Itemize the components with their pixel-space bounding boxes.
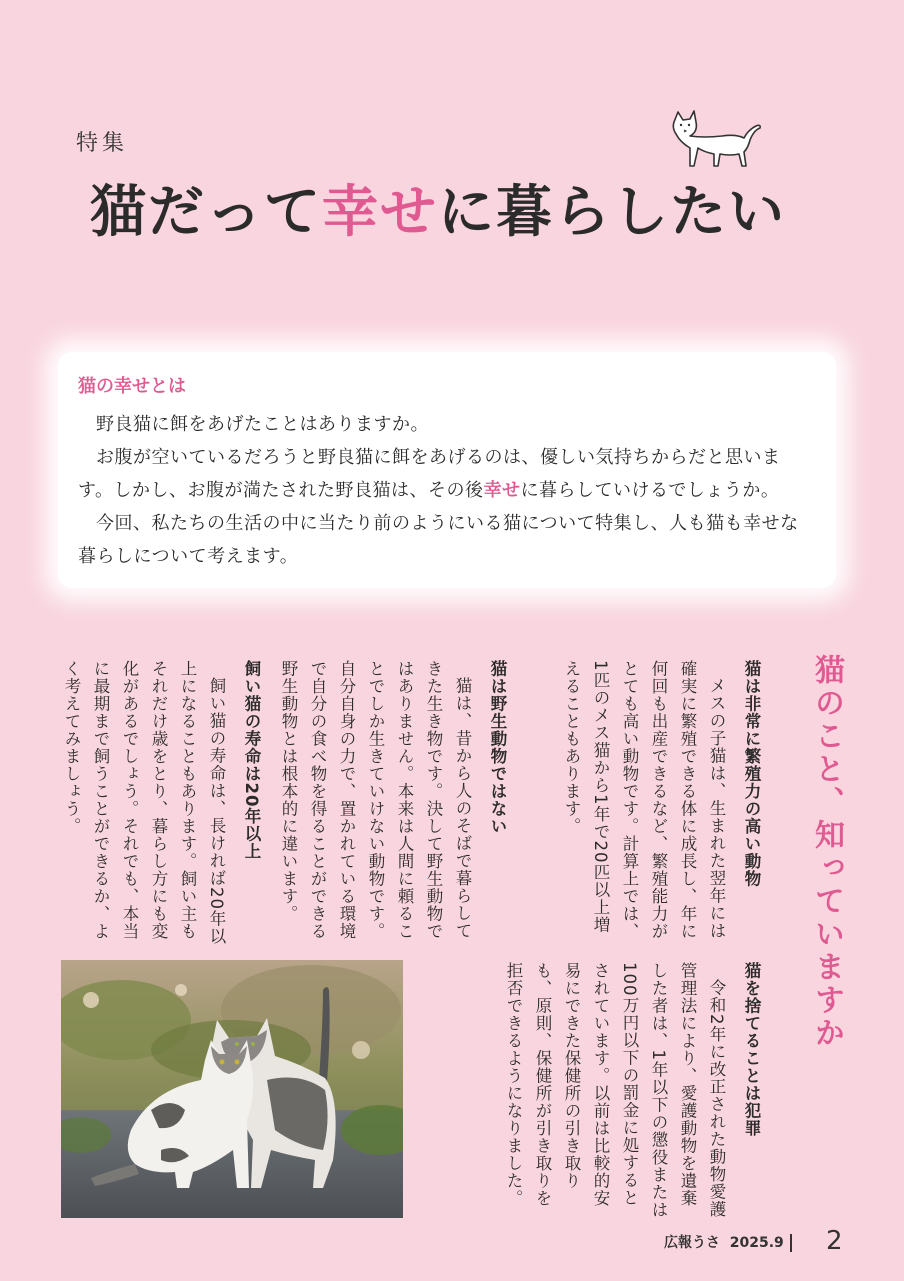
intro-p2-end: に暮らしていけるでしょうか。 bbox=[520, 480, 780, 501]
footer-divider bbox=[790, 1234, 792, 1252]
block-body: メスの子猫は、生まれた翌年には確実に繁殖できる体に成長し、年に何回も出産できるなど、繁殖能力がとても高い動物です。計算上では、1匹のメス猫から1年で20匹以上増えることもあります。 bbox=[562, 660, 726, 940]
intro-p2-accent: 幸せ bbox=[483, 480, 521, 501]
block-heading: 猫を捨てることは犯罪 bbox=[742, 962, 761, 1137]
article-block-not-wild bbox=[279, 660, 512, 945]
page-title bbox=[90, 168, 786, 248]
article-block-abandonment-crime bbox=[504, 962, 766, 1222]
block-body: 令和2年に改正された動物愛護管理法により、愛護動物を遺棄した者は、1年以下の懲役または100万円以下の罰金に処すると されています。以前は比較的安易にできた保健所の引き取りも、原則、保健所が引き取りを拒否できるようになりました。 bbox=[504, 962, 726, 1219]
intro-paragraph-1: 野良猫に餌をあげたことはありますか。 bbox=[96, 414, 429, 435]
page-number: 2 bbox=[826, 1226, 843, 1256]
cats-photo bbox=[61, 960, 403, 1218]
intro-heading: 猫の幸せとは bbox=[78, 376, 186, 397]
section-title: 猫のこと、知っていますか bbox=[809, 654, 844, 1050]
title-part-1: 猫だって bbox=[90, 180, 322, 245]
article-block-lifespan bbox=[60, 660, 266, 945]
footer-publication bbox=[664, 1232, 784, 1252]
block-body: 飼い猫の寿命は、長ければ20年以上になることもあります。飼い主もそれだけ歳をとり、暮らし方にも変化があるでしょう。それでも、本当に最期まで飼うことができるか、よく考えてみましょう。 bbox=[62, 660, 226, 945]
block-body: 猫は、昔から人のそばで暮らしてきた生き物です。決して野生動物ではありません。本来は人間に頼ることでしか生きていけない動物です。自分自身の力で、置かれている環境で自分の食べ物を得ることができる野生動物とは根本的に違います。 bbox=[279, 660, 472, 940]
block-heading: 猫は非常に繁殖力の高い動物 bbox=[742, 660, 761, 888]
intro-paragraph-2 bbox=[78, 441, 816, 507]
intro-paragraph-3: 今回、私たちの生活の中に当たり前のようにいる猫について特集し、人も猫も幸せな暮らしについて考えます。 bbox=[78, 513, 799, 567]
issue-date: 2025.9 bbox=[729, 1235, 784, 1251]
block-heading: 猫は野生動物ではない bbox=[488, 660, 507, 835]
intro-box bbox=[58, 352, 836, 588]
publication-name: 広報うさ bbox=[664, 1235, 720, 1251]
article-block-breeding bbox=[562, 660, 766, 945]
feature-label: 特集 bbox=[76, 131, 129, 156]
title-accent: 幸せ bbox=[322, 180, 438, 245]
walking-cat-illustration bbox=[664, 108, 764, 172]
intro-p2-text: お腹が空いているだろうと野良猫に餌をあげるのは、優しい気持ちからだと思います。しかし、お腹が満たされた野良猫は、その後 bbox=[78, 447, 781, 501]
block-heading: 飼い猫の寿命は20年以上 bbox=[242, 660, 261, 860]
title-part-2: に暮らしたい bbox=[438, 180, 786, 245]
